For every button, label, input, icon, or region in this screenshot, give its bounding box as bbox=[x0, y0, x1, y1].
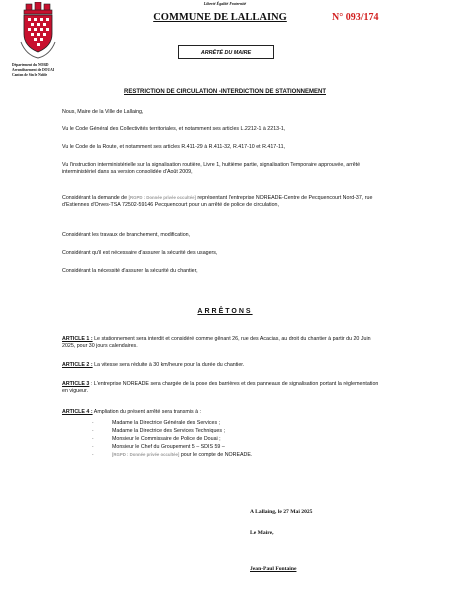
arrondissement-line: Arrondissement de DOUAI bbox=[12, 68, 55, 72]
preamble-user-safety: Considérant qu'il est nécessaire d'assurer la sécurité des usagers, bbox=[62, 250, 218, 256]
article-4 bbox=[62, 409, 384, 416]
bullet-dot-icon: · bbox=[92, 452, 94, 458]
commune-crest-logo bbox=[18, 2, 58, 60]
list-item bbox=[92, 443, 252, 451]
request-text-end: représentant l'entreprise NOREADE-Centre de Pecquencourt Nord-37, rue d'Estiennes d'Orves-TSA 72502-59146 Pecquencourt pour un arrêté de police de circulation, bbox=[62, 195, 373, 208]
article-3 bbox=[62, 381, 384, 395]
article-1-label: ARTICLE 1 : bbox=[62, 336, 93, 342]
article-1 bbox=[62, 336, 384, 350]
bullet-dot-icon: · bbox=[92, 420, 94, 426]
signature-name: Jean-Paul Fontaine bbox=[250, 566, 297, 572]
article-2-text: La vitesse sera réduite à 30 km/heure pour la durée du chantier. bbox=[92, 362, 245, 368]
recipient-text: Madame la Directrice Générale des Services ; bbox=[112, 420, 221, 426]
preamble-mayor: Nous, Maire de la Ville de Lallaing, bbox=[62, 109, 144, 115]
article-2-label: ARTICLE 2 : bbox=[62, 362, 93, 368]
signature-role: Le Maire, bbox=[250, 530, 274, 536]
redacted-name: [RGPD : Donnée privée occultée] bbox=[112, 452, 180, 457]
article-3-text: : L'entreprise NOREADE sera chargée de la pose des barrières et des panneaux de signalisation portant la réglementation en vigueur. bbox=[62, 381, 379, 395]
recipient-text: Monsieur le Chef du Groupement 5 – SDIS 59 – bbox=[112, 444, 225, 450]
article-4-label: ARTICLE 4 : bbox=[62, 409, 93, 415]
commune-name: COMMUNE DE LALLAING bbox=[153, 12, 287, 23]
bullet-dot-icon: · bbox=[92, 436, 94, 442]
department-block bbox=[12, 63, 54, 78]
recipient-text: Madame la Directrice des Services Techniques ; bbox=[112, 428, 225, 434]
decree-title: RESTRICTION DE CIRCULATION -INTERDICTION DE STATIONNEMENT bbox=[124, 89, 326, 95]
article-1-text: Le stationnement sera interdit et considéré comme gênant 26, rue des Acacias, au droit du chantier à partir du 20 Juin 2025, pour 30 jours calendaires. bbox=[62, 336, 371, 350]
recipients-list bbox=[92, 419, 252, 459]
signature-place-date: A Lallaing, le 27 Mai 2025 bbox=[250, 509, 313, 515]
republic-motto: Liberté Égalité Fraternité bbox=[203, 1, 247, 6]
list-item bbox=[92, 435, 252, 443]
canton-line: Canton de Sin le Noble bbox=[12, 73, 48, 77]
preamble-works: Considérant les travaux de branchement, modification, bbox=[62, 232, 191, 238]
list-item bbox=[92, 451, 252, 459]
request-text-start: Considérant la demande de bbox=[62, 195, 128, 201]
article-4-text: Ampliation du présent arrêté sera transmis à : bbox=[92, 409, 201, 415]
bullet-dot-icon: · bbox=[92, 444, 94, 450]
recipient-text: pour le compte de NOREADE. bbox=[179, 452, 253, 458]
bullet-dot-icon: · bbox=[92, 428, 94, 434]
articles-heading: ARRÊTONS bbox=[197, 308, 253, 315]
preamble-cgct: Vu le Code Général des Collectivités territoriales, et notamment ses articles L.2212-1 à 2213-1, bbox=[62, 126, 286, 132]
decree-number: N° 093/174 bbox=[332, 12, 379, 23]
redacted-name: [RGPD : Donnée privée occultée] bbox=[128, 195, 196, 200]
preamble-request bbox=[62, 194, 382, 209]
document-type-box: ARRÊTÉ DU MAIRE bbox=[178, 45, 274, 59]
recipient-text: Monsieur le Commissaire de Police de Douai ; bbox=[112, 436, 221, 442]
article-2 bbox=[62, 362, 384, 369]
preamble-instruction: Vu l'instruction interministérielle sur la signalisation routière, Livre 1, huitième partie, signalisation Temporaire approuvée, arrêté interministériel dans sa version consolidée d'Août 2009, bbox=[62, 162, 361, 175]
list-item bbox=[92, 419, 252, 427]
list-item bbox=[92, 427, 252, 435]
preamble-site-safety: Considérant la nécessité d'assurer la sécurité du chantier, bbox=[62, 268, 198, 274]
preamble-code-route: Vu le Code de la Route, et notamment ses articles R.411-29 à R.411-32, R.417-10 et R.417-11, bbox=[62, 144, 285, 150]
article-3-label: ARTICLE 3 bbox=[62, 381, 90, 387]
department-line: Département du NORD bbox=[12, 63, 49, 67]
